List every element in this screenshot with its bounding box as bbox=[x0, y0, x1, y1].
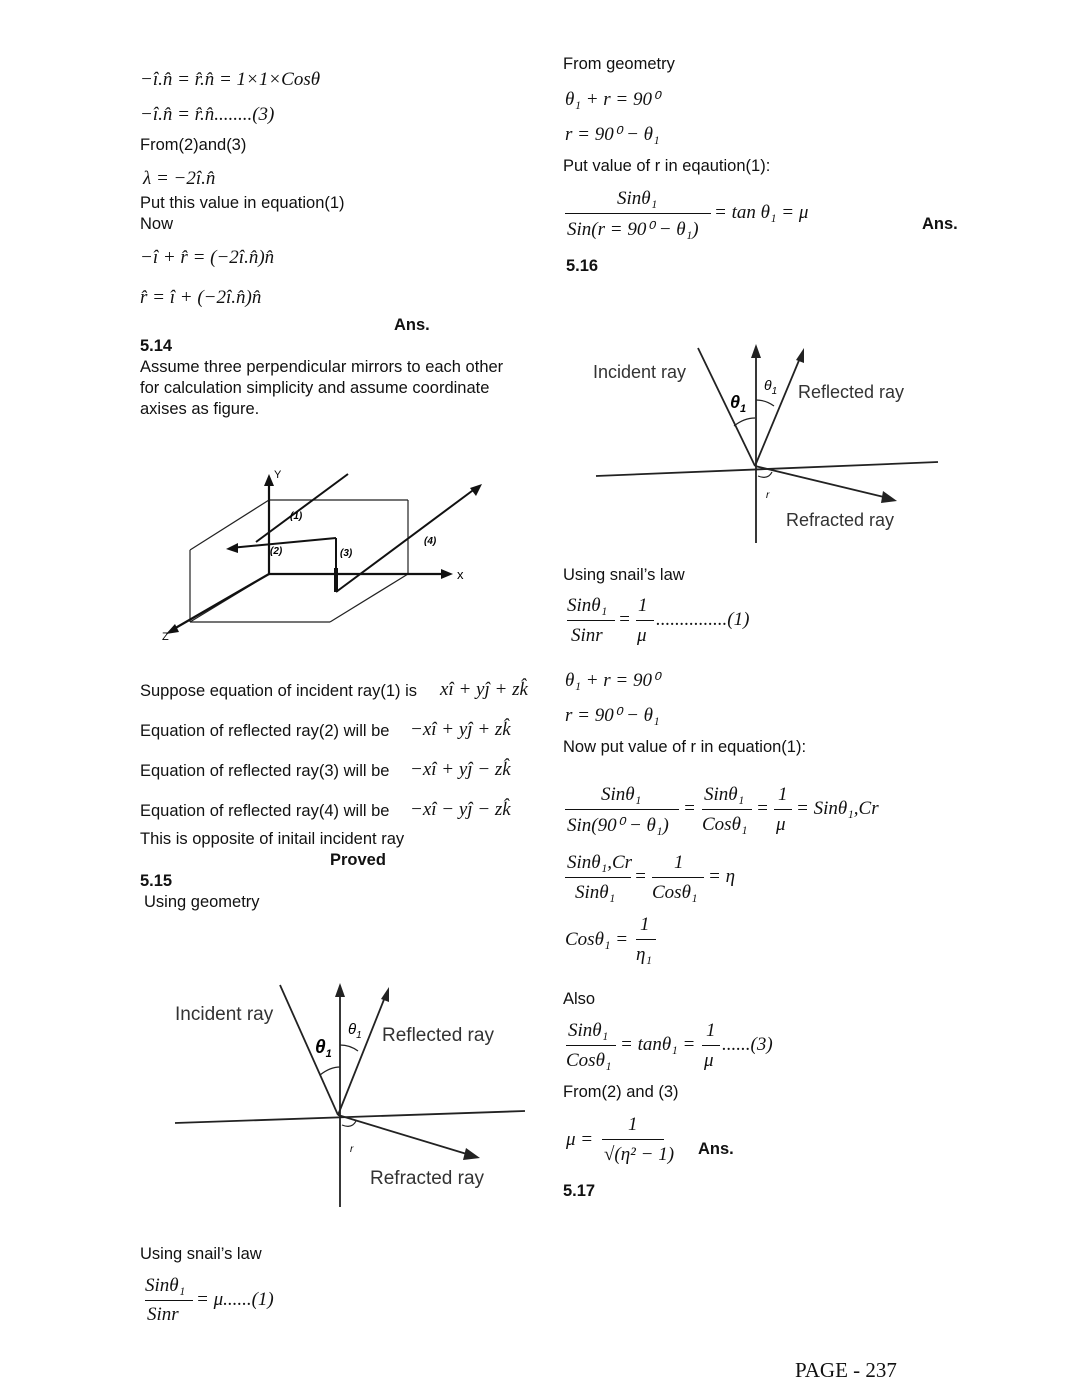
mu-lhs: μ = bbox=[566, 1129, 594, 1150]
fraction-bar bbox=[566, 1045, 616, 1046]
incident-ray-label: Incident ray bbox=[175, 1004, 274, 1025]
snail-law-text: Using snail’s law bbox=[563, 566, 685, 584]
fraction-numerator: 1 bbox=[674, 852, 684, 873]
refraction-diagram bbox=[170, 975, 530, 1210]
fraction-denominator: Cosθ₁ bbox=[652, 882, 698, 903]
ray-1-label: (1) bbox=[290, 511, 303, 522]
incident-ray-text: Suppose equation of incident ray(1) is bbox=[140, 682, 418, 700]
equation-3-label: ......(3) bbox=[722, 1034, 773, 1055]
reflected-ray-2-text: Equation of reflected ray(2) will be bbox=[140, 722, 390, 740]
geometry-equation-2: r = 90⁰ − θ₁ bbox=[565, 124, 660, 145]
fraction-bar bbox=[702, 809, 752, 810]
critical-fraction-2 bbox=[702, 782, 754, 844]
opposite-text: This is opposite of initail incident ray bbox=[140, 830, 405, 848]
critical-fraction-3 bbox=[774, 782, 794, 844]
r-angle-label: r bbox=[766, 490, 770, 501]
section-5-15-heading: 5.15 bbox=[140, 872, 173, 890]
geometry-equation-3: θ₁ + r = 90⁰ bbox=[565, 670, 660, 691]
one-over-mu-fraction bbox=[702, 1018, 722, 1078]
fraction-numerator: Sinθ₁ bbox=[568, 1020, 609, 1041]
equals-sign: = bbox=[756, 798, 769, 819]
refracted-ray-label: Refracted ray bbox=[786, 510, 895, 530]
three-mirror-diagram bbox=[150, 462, 490, 647]
also-text: Also bbox=[563, 990, 596, 1008]
answer-label: Ans. bbox=[394, 316, 430, 334]
r-angle-label: r bbox=[350, 1144, 354, 1155]
fraction-denominator: Sinθ₁ bbox=[575, 882, 616, 903]
fraction-numerator: 1 bbox=[628, 1114, 638, 1135]
answer-label: Ans. bbox=[698, 1140, 734, 1158]
theta-1-incident: $\theta_1$ bbox=[315, 1037, 332, 1060]
from-2-and-3-text: From(2) and (3) bbox=[563, 1083, 679, 1101]
fraction-denominator: √(η² − 1) bbox=[604, 1144, 675, 1165]
snail-law-text: Using snail’s law bbox=[140, 1245, 262, 1263]
fraction-denominator: Sinr bbox=[147, 1304, 179, 1325]
eta-result: = η bbox=[708, 866, 735, 887]
put-value-text: Put this value in equation(1) bbox=[140, 194, 345, 212]
reflected-ray-3-text: Equation of reflected ray(3) will be bbox=[140, 762, 390, 780]
fraction-bar bbox=[702, 1045, 720, 1046]
reflected-ray-label: Reflected ray bbox=[798, 382, 905, 402]
fraction-numerator: Sinθ₁ bbox=[601, 784, 642, 805]
put-r-text: Put value of r in eqaution(1): bbox=[563, 157, 771, 175]
fraction-numerator: Sinθ₁ bbox=[704, 784, 745, 805]
eta-fraction-2 bbox=[652, 850, 706, 910]
reflected-ray-4-text: Equation of reflected ray(4) will be bbox=[140, 802, 390, 820]
fraction-bar bbox=[565, 809, 679, 810]
equals-sign: = bbox=[634, 866, 647, 887]
fraction-numerator: 1 bbox=[640, 914, 650, 935]
section-5-14-text-line: for calculation simplicity and assume coordinate bbox=[140, 379, 490, 397]
tan-fraction bbox=[565, 186, 715, 248]
fraction-denominator: Sin(r = 90⁰ − θ₁) bbox=[567, 219, 699, 240]
ray-4-label: (4) bbox=[424, 536, 437, 547]
section-5-14-text-line: axises as figure. bbox=[140, 400, 260, 418]
equation-1-label: ...............(1) bbox=[656, 609, 750, 630]
fraction-denominator: Sinr bbox=[571, 625, 603, 646]
theta-1-incident: $\theta_1$ bbox=[730, 392, 747, 415]
fraction-numerator: Sinθ₁ bbox=[617, 188, 658, 209]
fraction-bar bbox=[565, 877, 631, 878]
fraction-bar bbox=[636, 620, 654, 621]
geometry-equation-1: θ₁ + r = 90⁰ bbox=[565, 89, 660, 110]
tan-theta-fraction bbox=[566, 1018, 618, 1078]
y-axis-label: Y bbox=[274, 469, 282, 481]
eta-fraction-1 bbox=[565, 850, 635, 910]
snail-law-result: = μ......(1) bbox=[196, 1289, 274, 1310]
fraction-numerator: 1 bbox=[778, 784, 788, 805]
fraction-denominator: μ bbox=[704, 1050, 714, 1071]
fraction-bar bbox=[145, 1300, 193, 1301]
reflected-ray-label: Reflected ray bbox=[382, 1025, 494, 1046]
reflected-ray-2-equation: −xî + yĵ + zk̂ bbox=[410, 719, 511, 740]
from-geometry-text: From geometry bbox=[563, 55, 675, 73]
mu-fraction bbox=[602, 1112, 675, 1172]
section-5-17-heading: 5.17 bbox=[563, 1182, 596, 1200]
snail-fraction bbox=[567, 593, 617, 649]
equation-dot-product: −î.n̂ = r̂.n̂ = 1×1×Cosθ bbox=[140, 69, 321, 90]
equation-3: −î.n̂ = r̂.n̂........(3) bbox=[140, 104, 275, 125]
fraction-bar bbox=[652, 877, 704, 878]
vector-equation-1: −î + r̂ = (−2î.n̂)n̂ bbox=[140, 247, 275, 268]
incident-ray-equation: xî + yĵ + zk̂ bbox=[440, 679, 528, 700]
fraction-numerator: 1 bbox=[706, 1020, 716, 1041]
tan-theta-middle: = tanθ₁ = bbox=[620, 1034, 696, 1055]
critical-fraction-1 bbox=[565, 782, 683, 844]
fraction-denominator: μ bbox=[637, 625, 647, 646]
fraction-denominator: μ bbox=[776, 814, 786, 835]
fraction-numerator: Sinθ₁ bbox=[145, 1275, 186, 1296]
cos-theta-lhs: Cosθ₁ = bbox=[565, 929, 629, 950]
fraction-denominator: η₁ bbox=[636, 944, 653, 965]
fraction-bar bbox=[602, 1139, 664, 1140]
fraction-bar bbox=[567, 620, 615, 621]
fraction-bar bbox=[565, 213, 711, 214]
equals-sign: = bbox=[683, 798, 696, 819]
tan-result: = tan θ₁ = μ bbox=[714, 202, 809, 223]
refraction-diagram bbox=[588, 338, 948, 553]
theta-1-reflected: $\theta_1$ bbox=[764, 377, 778, 397]
z-axis-label: Z bbox=[162, 631, 169, 643]
from-2-and-3-text: From(2)and(3) bbox=[140, 136, 247, 154]
fraction-numerator: Sinθ₁,Cr bbox=[567, 852, 633, 873]
x-axis-label: x bbox=[457, 567, 464, 582]
now-text: Now bbox=[140, 215, 174, 233]
incident-ray-label: Incident ray bbox=[593, 362, 687, 382]
fraction-numerator: Sinθ₁ bbox=[567, 595, 608, 616]
fraction-bar bbox=[774, 809, 792, 810]
vector-equation-2: r̂ = î + (−2î.n̂)n̂ bbox=[140, 287, 262, 308]
fraction-denominator: Cosθ₁ bbox=[702, 814, 748, 835]
theta-1-reflected: $\theta_1$ bbox=[348, 1021, 362, 1041]
snail-law-fraction bbox=[145, 1272, 195, 1328]
lambda-equation: λ = −2î.n̂ bbox=[143, 168, 216, 189]
section-5-14-text-line: Assume three perpendicular mirrors to each other bbox=[140, 358, 504, 376]
fraction-denominator: Cosθ₁ bbox=[566, 1050, 612, 1071]
equals-sign: = bbox=[618, 609, 631, 630]
now-put-text: Now put value of r in equation(1): bbox=[563, 738, 807, 756]
reflected-ray-4-equation: −xî − yĵ − zk̂ bbox=[410, 799, 511, 820]
proved-label: Proved bbox=[330, 851, 386, 869]
page-number: PAGE - 237 bbox=[795, 1358, 897, 1382]
one-over-mu-fraction bbox=[636, 593, 656, 649]
section-5-16-heading: 5.16 bbox=[566, 257, 599, 275]
ray-3-label: (3) bbox=[340, 548, 353, 559]
ray-2-label: (2) bbox=[270, 546, 283, 557]
refracted-ray-label: Refracted ray bbox=[370, 1168, 485, 1189]
reflected-ray-3-equation: −xî + yĵ − zk̂ bbox=[410, 759, 511, 780]
section-5-14-heading: 5.14 bbox=[140, 337, 173, 355]
answer-label: Ans. bbox=[922, 215, 958, 233]
fraction-denominator: Sin(90⁰ − θ₁) bbox=[567, 815, 669, 836]
fraction-numerator: 1 bbox=[638, 595, 648, 616]
cos-theta-fraction bbox=[636, 912, 658, 972]
using-geometry-text: Using geometry bbox=[144, 893, 260, 911]
geometry-equation-4: r = 90⁰ − θ₁ bbox=[565, 705, 660, 726]
critical-angle-result: = Sinθ₁,Cr bbox=[796, 798, 879, 819]
fraction-bar bbox=[636, 939, 656, 940]
